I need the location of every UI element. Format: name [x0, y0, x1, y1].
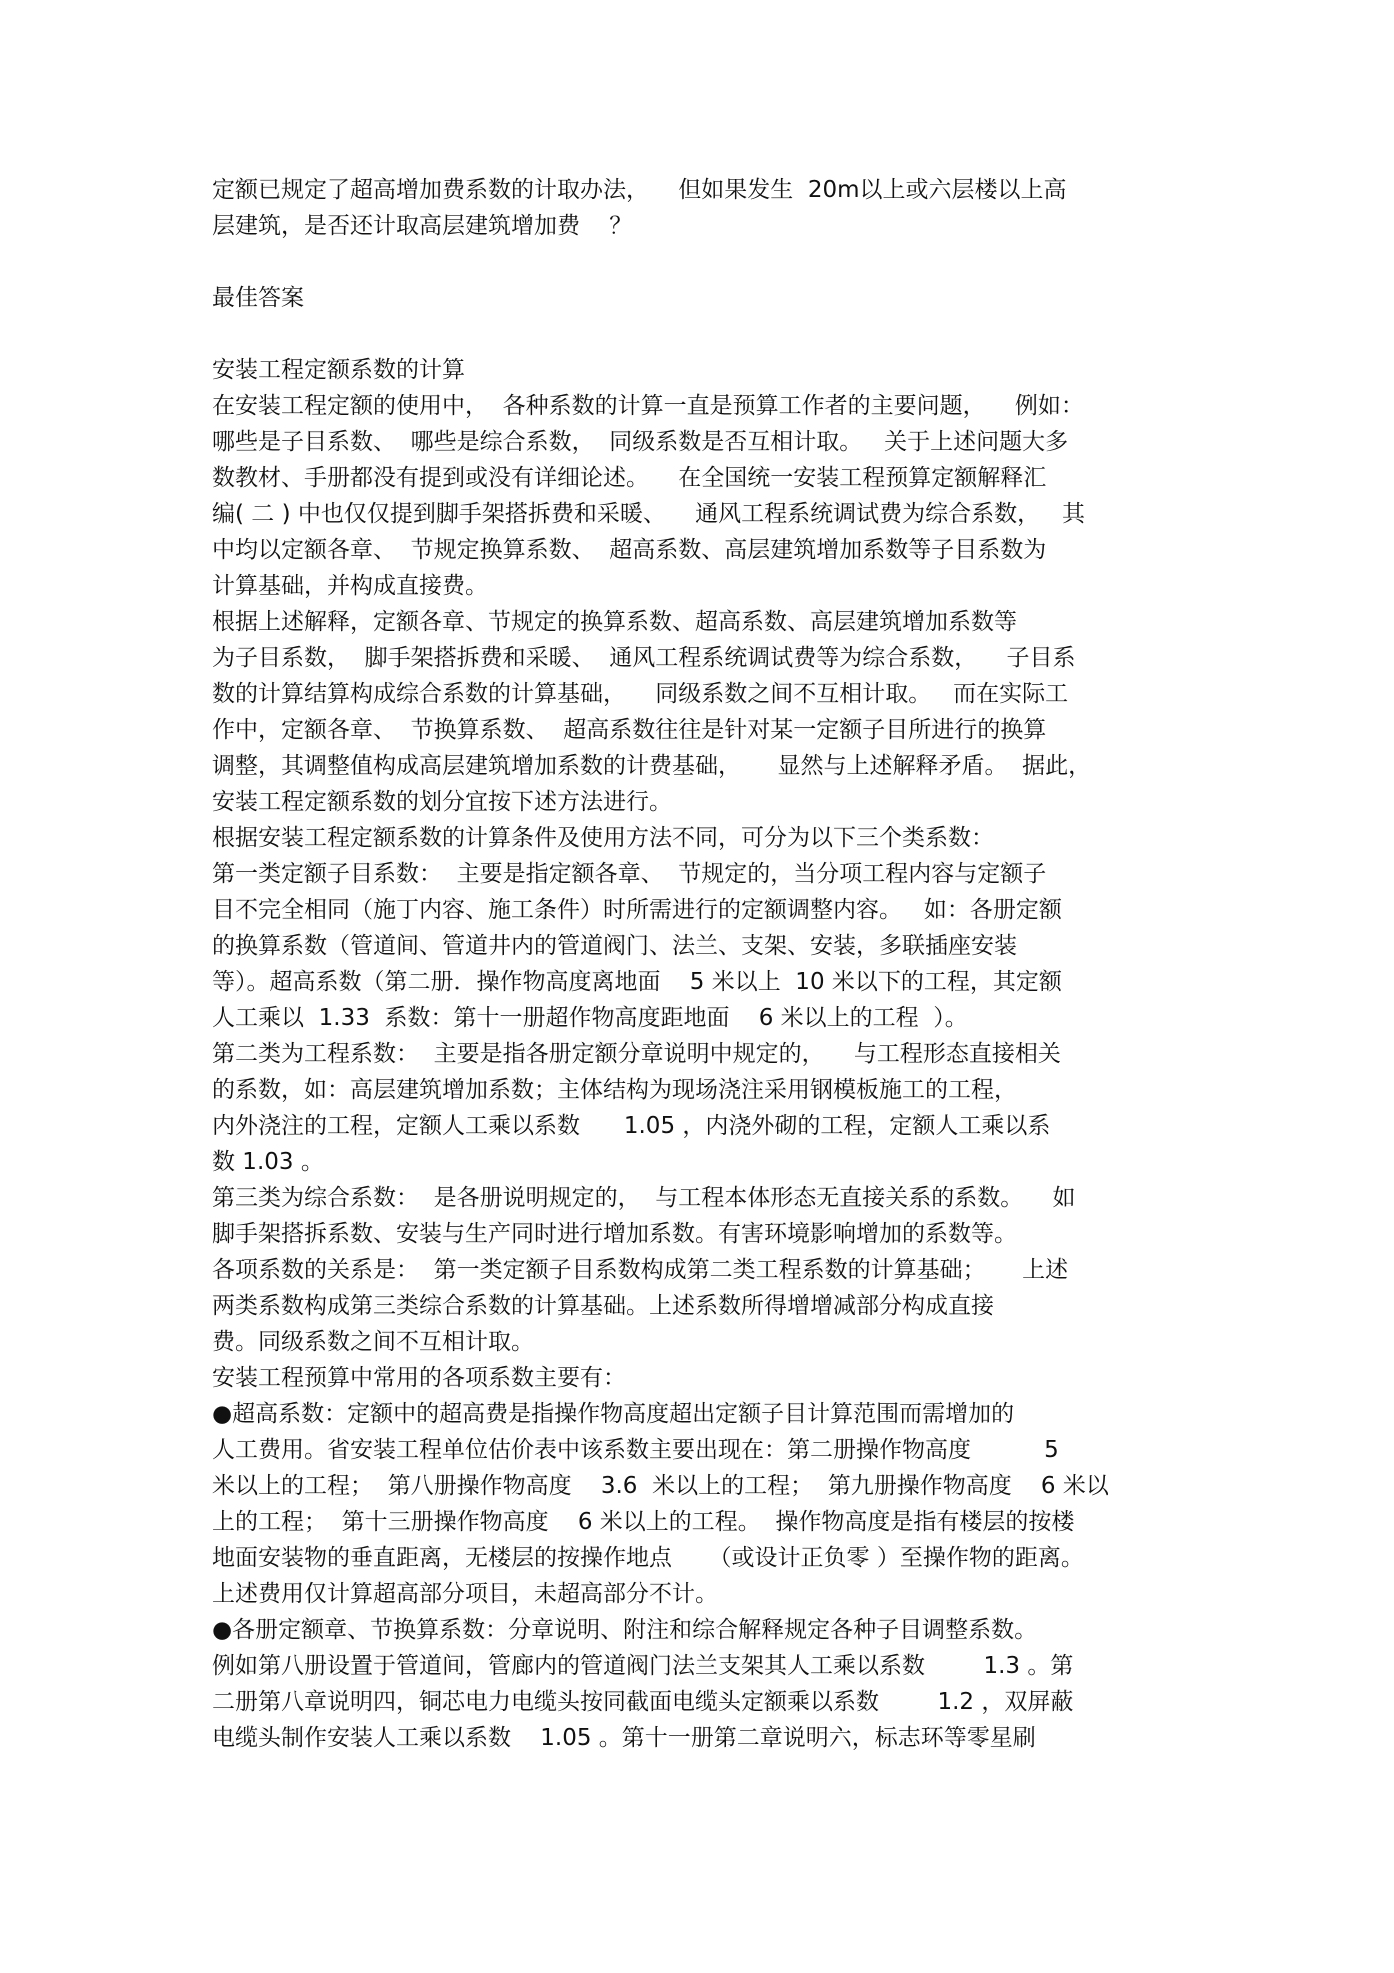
question-line-2: 层建筑，是否还计取高层建筑增加费 ？: [212, 213, 633, 239]
body-line: 上的工程； 第十三册操作物高度 6 米以上的工程。 操作物高度是指有楼层的按楼: [212, 1509, 1075, 1535]
body-line: ●各册定额章、节换算系数：分章说明、附注和综合解释规定各种子目调整系数。: [212, 1617, 1038, 1643]
body-line: 两类系数构成第三类综合系数的计算基础。上述系数所得增增减部分构成直接: [212, 1293, 994, 1319]
body-line: 根据安装工程定额系数的计算条件及使用方法不同，可分为以下三个类系数：: [212, 825, 994, 851]
body-line: 数的计算结算构成综合系数的计算基础， 同级系数之间不互相计取。 而在实际工: [212, 681, 1069, 707]
body-line: 第二类为工程系数： 主要是指各册定额分章说明中规定的， 与工程形态直接相关: [212, 1041, 1061, 1067]
body-line: 地面安装物的垂直距离，无楼层的按操作地点 （或设计正负零 ）至操作物的距离。: [212, 1545, 1084, 1571]
question-block: [212, 172, 1194, 244]
body-line: 米以上的工程； 第八册操作物高度 3.6 米以上的工程； 第九册操作物高度 6 米以: [212, 1473, 1109, 1499]
spacer: [212, 316, 1194, 352]
body-line: 第一类定额子目系数： 主要是指定额各章、 节规定的，当分项工程内容与定额子: [212, 861, 1047, 887]
body-line: 数教材、手册都没有提到或没有详细论述。 在全国统一安装工程预算定额解释汇: [212, 465, 1047, 491]
body-line: 根据上述解释，定额各章、节规定的换算系数、超高系数、高层建筑增加系数等: [212, 609, 1017, 635]
body-line: 调整，其调整值构成高层建筑增加系数的计费基础， 显然与上述解释矛盾。 据此，: [212, 753, 1092, 779]
body-line: 计算基础，并构成直接费。: [212, 573, 488, 599]
body-line: 内外浇注的工程，定额人工乘以系数 1.05 ，内浇外砌的工程，定额人工乘以系: [212, 1113, 1051, 1139]
body-line: 脚手架搭拆系数、安装与生产同时进行增加系数。有害环境影响增加的系数等。: [212, 1221, 1017, 1247]
body-line: 二册第八章说明四，铜芯电力电缆头按同截面电缆头定额乘以系数 1.2 ，双屏蔽: [212, 1689, 1074, 1715]
body-line: 安装工程定额系数的划分宜按下述方法进行。: [212, 789, 672, 815]
document-page: [212, 172, 1194, 1756]
body-line: 人工乘以 1.33 系数：第十一册超作物高度距地面 6 米以上的工程 ）。: [212, 1005, 968, 1031]
body-line: ●超高系数：定额中的超高费是指操作物高度超出定额子目计算范围而需增加的: [212, 1401, 1015, 1427]
body-line: 例如第八册设置于管道间，管廊内的管道阀门法兰支架其人工乘以系数 1.3 。第: [212, 1653, 1074, 1679]
body-line: 的系数，如：高层建筑增加系数；主体结构为现场浇注采用钢模板施工的工程，: [212, 1077, 1017, 1103]
body-line: 编( 二 ) 中也仅仅提到脚手架搭拆费和采暖、 通风工程系统调试费为综合系数， 其: [212, 501, 1086, 527]
body-line: 为子目系数， 脚手架搭拆费和采暖、 通风工程系统调试费等为综合系数， 子目系: [212, 645, 1076, 671]
body-line: 哪些是子目系数、 哪些是综合系数， 同级系数是否互相计取。 关于上述问题大多: [212, 429, 1069, 455]
body-line: 目不完全相同（施丁内容、施工条件）时所需进行的定额调整内容。 如：各册定额: [212, 897, 1062, 923]
body-line: 电缆头制作安装人工乘以系数 1.05 。第十一册第二章说明六，标志环等零星刷: [212, 1725, 1036, 1751]
body-line: 第三类为综合系数： 是各册说明规定的， 与工程本体形态无直接关系的系数。 如: [212, 1185, 1076, 1211]
question-line-1: 定额已规定了超高增加费系数的计取办法， 但如果发生 20m以上或六层楼以上高: [212, 177, 1067, 203]
answer-heading: 最佳答案: [212, 285, 304, 311]
body-line: 费。同级系数之间不互相计取。: [212, 1329, 534, 1355]
body-line: 作中，定额各章、 节换算系数、 超高系数往往是针对某一定额子目所进行的换算: [212, 717, 1047, 743]
spacer: [212, 244, 1194, 280]
body-line: 数 1.03 。: [212, 1149, 324, 1175]
body-line: 等）。超高系数（第二册．操作物高度离地面 5 米以上 10 米以下的工程，其定额: [212, 969, 1062, 995]
body-line: 各项系数的关系是： 第一类定额子目系数构成第二类工程系数的计算基础； 上述: [212, 1257, 1069, 1283]
body-line: 中均以定额各章、 节规定换算系数、 超高系数、高层建筑增加系数等子目系数为: [212, 537, 1047, 563]
body-line: 人工费用。省安装工程单位估价表中该系数主要出现在：第二册操作物高度 5: [212, 1437, 1059, 1463]
body-line: 安装工程预算中常用的各项系数主要有：: [212, 1365, 626, 1391]
body-line: 安装工程定额系数的计算: [212, 357, 465, 383]
body-line: 上述费用仅计算超高部分项目，未超高部分不计。: [212, 1581, 718, 1607]
body-line: 在安装工程定额的使用中， 各种系数的计算一直是预算工作者的主要问题， 例如：: [212, 393, 1084, 419]
body-line: 的换算系数（管道间、管道井内的管道阀门、法兰、支架、安装，多联插座安装: [212, 933, 1017, 959]
answer-body: [212, 352, 1194, 1756]
